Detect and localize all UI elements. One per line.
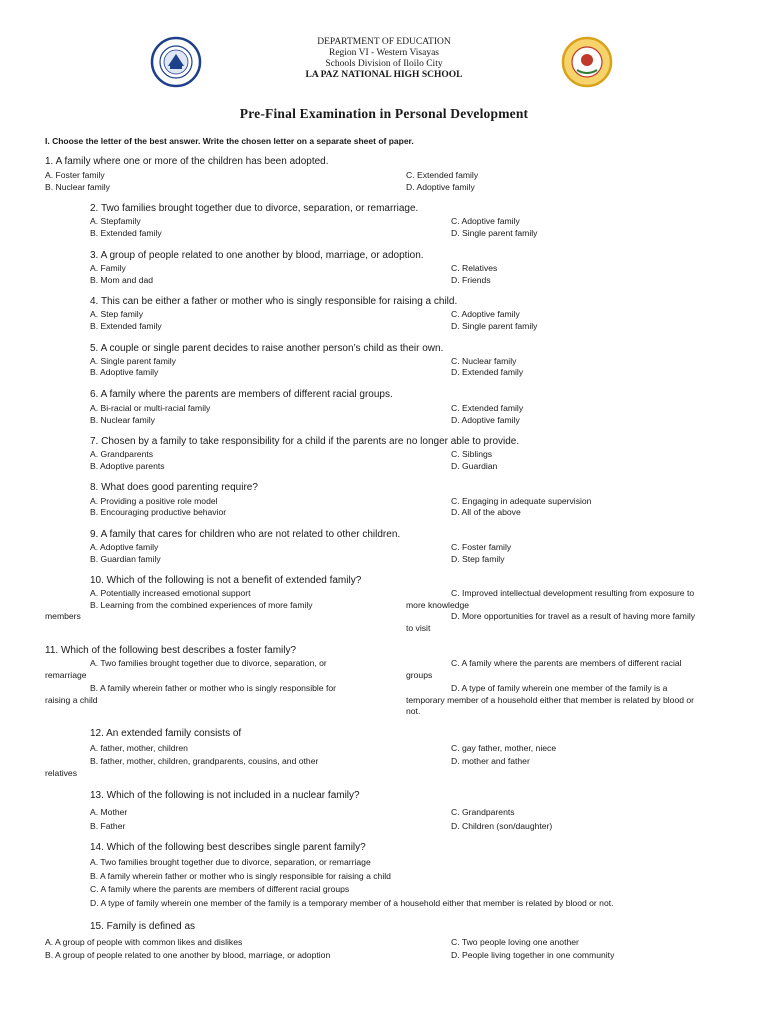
option-c: C. Improved intellectual development resulting from exposure to (451, 588, 695, 598)
option-b: B. Nuclear family (45, 182, 110, 192)
option-d-cont: not. (406, 706, 421, 716)
instructions: I. Choose the letter of the best answer. Write the chosen letter on a separate sheet of paper. (45, 136, 414, 146)
option-d: D. Single parent family (451, 321, 538, 331)
option-b: B. Nuclear family (90, 415, 155, 425)
option-b: B. father, mother, children, grandparents, cousins, and other (90, 756, 319, 766)
option-b: B. A group of people related to one another by blood, marriage, or adoption (45, 950, 331, 960)
option-a: A. Adoptive family (90, 542, 159, 552)
option-d-cont: temporary member of a household either that member is related by blood or (406, 695, 695, 705)
option-d: D. mother and father (451, 756, 530, 766)
option-d: D. All of the above (451, 507, 521, 517)
option-d: D. A type of family wherein one member of the family is a (451, 683, 668, 693)
option-d: D. Single parent family (451, 228, 538, 238)
question-5: 5. A couple or single parent decides to raise another person’s child as their own. (90, 343, 444, 354)
option-c: C. Relatives (451, 263, 498, 273)
header-division: Schools Division of Iloilo City (325, 59, 443, 69)
question-10: 10. Which of the following is not a benefit of extended family? (90, 575, 362, 586)
option-b: B. A family wherein father or mother who is singly responsible for (90, 683, 336, 693)
option-c: C. Siblings (451, 449, 493, 459)
option-c: C. Adoptive family (451, 309, 520, 319)
option-b: B. Extended family (90, 321, 162, 331)
option-d: D. Extended family (451, 367, 524, 377)
question-11: 11. Which of the following best describes a foster family? (45, 645, 297, 656)
question-14: 14. Which of the following best describes single parent family? (90, 842, 366, 853)
option-a: A. Family (90, 263, 126, 273)
option-a: A. Foster family (45, 170, 105, 180)
option-c-cont: more knowledge (406, 600, 470, 610)
option-d: D. Step family (451, 554, 505, 564)
option-c: C. Two people loving one another (451, 937, 579, 947)
option-a: A. Two families brought together due to divorce, separation, or (90, 658, 327, 668)
option-b-cont: relatives (45, 768, 77, 778)
option-c: C. Grandparents (451, 807, 515, 817)
question-15: 15. Family is defined as (90, 921, 196, 932)
question-13: 13. Which of the following is not included in a nuclear family? (90, 790, 360, 801)
option-d: D. Adoptive family (451, 415, 520, 425)
question-7: 7. Chosen by a family to take responsibility for a child if the parents are no longer able to provide. (90, 436, 520, 447)
header-region: Region VI - Western Visayas (328, 48, 439, 58)
option-a: A. Single parent family (90, 356, 176, 366)
option-c: C. Adoptive family (451, 216, 520, 226)
option-a: A. Bi-racial or multi-racial family (90, 403, 211, 413)
question-12: 12. An extended family consists of (90, 728, 242, 739)
option-b: B. Adoptive parents (90, 461, 165, 471)
option-b: B. Guardian family (90, 554, 161, 564)
option-a: A. Step family (90, 309, 144, 319)
option-d: D. People living together in one community (451, 950, 615, 960)
option-d: D. Friends (451, 275, 491, 285)
option-c: C. A family where the parents are members of different racial groups (90, 884, 350, 894)
option-b-cont: members (45, 611, 81, 621)
option-d: D. Adoptive family (406, 182, 475, 192)
option-a: A. Two families brought together due to divorce, separation, or remarriage (90, 857, 371, 867)
option-a: A. Grandparents (90, 449, 154, 459)
option-c: C. Foster family (451, 542, 512, 552)
option-b: B. Extended family (90, 228, 162, 238)
question-4: 4. This can be either a father or mother who is singly responsible for raising a child. (90, 296, 458, 307)
option-d: D. Guardian (451, 461, 498, 471)
option-a: A. Potentially increased emotional support (90, 588, 251, 598)
question-9: 9. A family that cares for children who are not related to other children. (90, 529, 401, 540)
option-c: C. gay father, mother, niece (451, 743, 557, 753)
header-department: DEPARTMENT OF EDUCATION (317, 37, 451, 47)
option-d: D. Children (son/daughter) (451, 821, 553, 831)
option-c: C. Extended family (451, 403, 524, 413)
option-b: B. Adoptive family (90, 367, 159, 377)
option-c: C. Nuclear family (451, 356, 517, 366)
option-a: A. father, mother, children (90, 743, 188, 753)
option-b: B. A family wherein father or mother who is singly responsible for raising a child (90, 871, 391, 881)
question-8: 8. What does good parenting require? (90, 482, 258, 493)
option-a: A. A group of people with common likes and dislikes (45, 937, 243, 947)
question-1: 1. A family where one or more of the children has been adopted. (45, 156, 329, 167)
option-d: D. A type of family wherein one member of the family is a temporary member of a household either that member is related by blood or not. (90, 898, 614, 908)
option-a: A. Mother (90, 807, 128, 817)
option-a-cont: remarriage (45, 670, 87, 680)
option-c: C. Engaging in adequate supervision (451, 496, 592, 506)
question-6: 6. A family where the parents are members of different racial groups. (90, 389, 393, 400)
option-b-cont: raising a child (45, 695, 98, 705)
option-d-cont: to visit (406, 623, 431, 633)
option-c: C. A family where the parents are members of different racial (451, 658, 682, 668)
option-b: B. Mom and dad (90, 275, 154, 285)
option-a: A. Providing a positive role model (90, 496, 218, 506)
option-b: B. Learning from the combined experiences of more family (90, 600, 313, 610)
option-a: A. Stepfamily (90, 216, 141, 226)
page-title: Pre-Final Examination in Personal Development (239, 106, 529, 121)
header-school: LA PAZ NATIONAL HIGH SCHOOL (305, 70, 463, 80)
option-b: B. Father (90, 821, 126, 831)
question-3: 3. A group of people related to one another by blood, marriage, or adoption. (90, 250, 424, 261)
option-b: B. Encouraging productive behavior (90, 507, 227, 517)
option-c: C. Extended family (406, 170, 479, 180)
option-d: D. More opportunities for travel as a result of having more family (451, 611, 696, 621)
question-2: 2. Two families brought together due to divorce, separation, or remarriage. (90, 203, 419, 214)
option-c-cont: groups (406, 670, 433, 680)
